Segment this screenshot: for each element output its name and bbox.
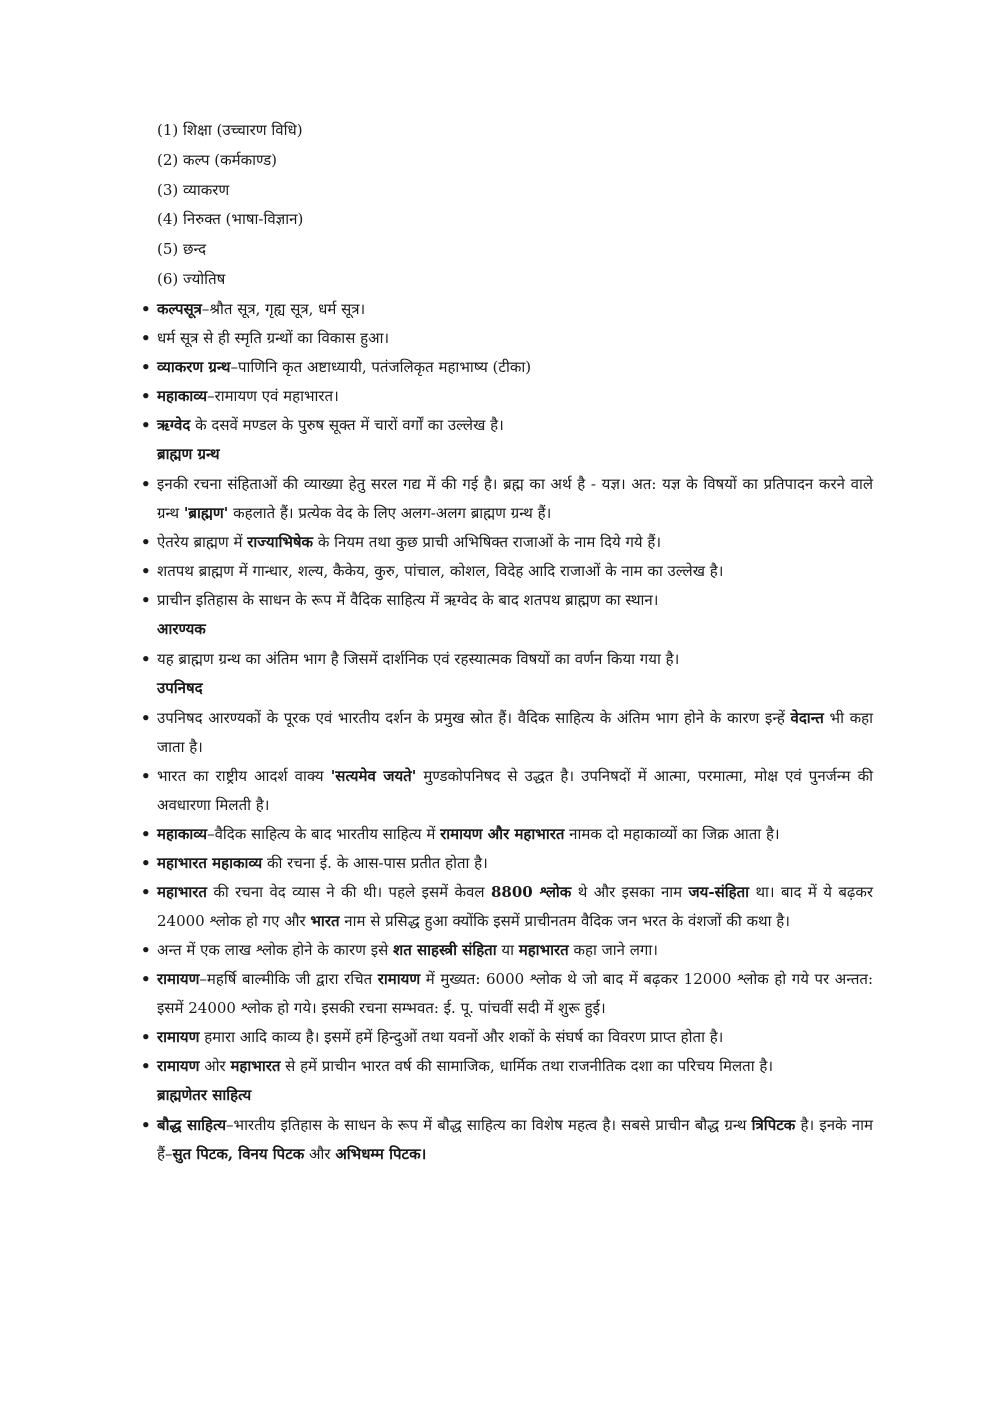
list-item: (3) व्याकरण [157,180,230,199]
bullet-text: की रचना वेद व्यास ने की थी। पहले इसमें केवल [206,882,491,901]
term: महाकाव्य [157,386,208,405]
bullet-text: यह ब्राह्मण ग्रन्थ का अंतिम भाग है जिसमें दार्शनिक एवं रहस्यात्मक विषयों का वर्णन किया गया है। [157,649,680,668]
bullet-text: मुण्डकोपनिषद से उद्धत है। उपनिषदों में आत्मा, परमात्मा, मोक्ष एवं पुनर्जन्म की अवधारणा मिलती है। [157,766,874,814]
term: रामायण और महाभारत [440,824,565,843]
bullet-icon: • [141,1056,151,1075]
bullet-text: में मुख्यत: 6000 श्लोक थे जो बाद में बढ़कर 12000 श्लोक हो गये पर अन्तत: इसमें 24000 श्लोक हो गये। इसकी रचना सम्भवत: ई. पू. पांचवीं सदी में शुरू हुई। [157,969,873,1017]
bullet-text: –भारतीय इतिहास के साधन के रूप में बौद्ध साहित्य का विशेष महत्व है। सबसे प्राचीन बौद्ध ग्रन्थ [226,1115,752,1134]
bullet-text: उपनिषद आरण्यकों के पूरक एवं भारतीय दर्शन के प्रमुख स्रोत हैं। वैदिक साहित्य के अंतिम भाग होने के कारण इन्हें [157,708,791,727]
list-item: (1) शिक्षा (उच्चारण विधि) [157,121,303,139]
term: ऋग्वेद [157,415,191,434]
list-item: (2) कल्प (कर्मकाण्ड) [157,150,278,169]
bullet-icon: • [141,561,151,580]
bullet-icon: • [141,1027,151,1046]
bullet-upanishad-1 [141,704,873,762]
term: व्याकरण ग्रन्थ [157,357,231,376]
bullet-text: और [304,1144,336,1163]
bullet-brahmana-2 [141,528,873,557]
bullet-text: ऐतरेय ब्राह्मण में [157,532,248,551]
bullet-text: ओर [199,1056,231,1075]
bullet-text: नामक दो महाकाव्यों का जिक्र आता है। [564,824,780,843]
bullet-brahmana-4 [141,586,873,615]
bullet-text: नाम से प्रसिद्ध हुआ क्योंकि इसमें प्राचीनतम वैदिक जन भरत के वंशजों की कथा है। [339,911,790,930]
term: महाभारत [157,882,207,901]
bullet-text: के दसवें मण्डल के पुरुष सूक्त में चारों वर्गों का उल्लेख है। [190,415,504,434]
bullet-text: शतपथ ब्राह्मण में गान्धार, शल्य, कैकेय, कुरु, पांचाल, कोशल, विदेह आदि राजाओं के नाम का उल्लेख है। [157,561,724,580]
bullet-kalpasutra [141,295,873,324]
term: राज्याभिषेक [247,532,314,551]
bullet-text: था। बाद में ये बढ़कर 24000 श्लोक हो गए और [157,882,873,930]
term: बौद्ध साहित्य [157,1115,227,1134]
bullet-upanishad-5 [141,878,873,936]
bullet-brahmana-3 [141,557,873,586]
bullet-upanishad-4 [141,849,873,878]
term: रामायण [377,969,421,988]
term: सुत पिटक, विनय पिटक [172,1144,305,1163]
bullet-icon: • [141,969,151,988]
bullet-text: थे और इसका नाम [571,882,689,901]
section-heading-aranyaka: आरण्यक [157,619,206,638]
term: महाभारत [518,940,569,959]
bullet-icon: • [141,299,151,318]
bullet-upanishad-7 [141,965,873,1023]
bullet-text: –रामायण एवं महाभारत। [207,386,339,405]
term: शत साहस्त्री संहिता [393,940,497,959]
section-heading-brahmanetar: ब्राह्मणेतर साहित्य [157,1085,252,1104]
term: त्रिपिटक [751,1115,796,1134]
bullet-text: भी कहा जाता है। [157,708,873,756]
term: 'ब्राह्मण' [183,503,229,522]
term: रामायण [157,1027,200,1046]
bullet-icon: • [141,824,151,843]
term: महाभारत महाकाव्य [157,853,263,872]
bullet-text: –वैदिक साहित्य के बाद भारतीय साहित्य में [207,824,441,843]
bullet-text: या [496,940,519,959]
bullet-icon: • [141,649,151,668]
bullet-text: से हमें प्राचीन भारत वर्ष की सामाजिक, धार्मिक तथा राजनीतिक दशा का परिचय मिलता है। [280,1056,774,1075]
list-item: (5) छन्द [157,240,207,259]
bullet-text: अन्त में एक लाख श्लोक होने के कारण इसे [157,940,393,959]
bullet-icon: • [141,532,151,551]
bullet-icon: • [141,590,151,609]
bullet-icon: • [141,940,151,959]
term: वेदान्त [790,708,824,727]
bullet-text: की रचना ई. के आस-पास प्रतीत होता है। [262,853,488,872]
bullet-icon: • [141,708,151,727]
bullet-mahakavya [141,382,873,411]
bullet-upanishad-9 [141,1052,873,1081]
bullet-vyakaran [141,353,873,382]
bullet-icon: • [141,882,151,901]
section-heading-upanishad: उपनिषद [157,678,203,697]
term: रामायण [157,969,200,988]
bullet-icon: • [141,386,151,405]
term: कल्पसूत्र [157,299,202,318]
bullet-upanishad-3 [141,820,873,849]
section-heading-brahmana: ब्राह्मण ग्रन्थ [157,444,220,463]
bullet-text: हमारा आदि काव्य है। इसमें हमें हिन्दुओं तथा यवनों और शकों के संघर्ष का विवरण प्राप्त होता है। [199,1027,724,1046]
bullet-bauddha [141,1111,873,1169]
bullet-upanishad-6 [141,936,873,965]
term: महाभारत [230,1056,281,1075]
term: 8800 श्लोक [490,882,572,901]
bullet-icon: • [141,415,151,434]
term: जय-संहिता [688,882,750,901]
bullet-upanishad-2 [141,762,873,820]
bullet-aranyaka-1 [141,645,873,674]
bullet-text: धर्म सूत्र से ही स्मृति ग्रन्थों का विकास हुआ। [157,328,390,347]
bullet-icon: • [141,853,151,872]
term: अभिधम्म पिटक। [335,1144,427,1163]
bullet-text: कहा जाने लगा। [568,940,658,959]
page-content [141,116,873,1169]
bullet-text: इनकी रचना संहिताओं की व्याख्या हेतु सरल गद्य में की गई है। ब्रह्म का अर्थ है - यज्ञ। अत: यज्ञ के विषयों का प्रतिपादन करने वाले ग्रन्थ [157,474,873,522]
bullet-rigveda [141,411,873,440]
bullet-text: प्राचीन इतिहास के साधन के रूप में वैदिक साहित्य में ऋग्वेद के बाद शतपथ ब्राह्मण का स्थान। [157,590,659,609]
bullet-text: –पाणिनि कृत अष्टाध्यायी, पतंजलिकृत महाभाष्य (टीका) [230,357,532,376]
term: रामायण [157,1056,200,1075]
bullet-icon: • [141,474,151,493]
bullet-brahmana-1 [141,470,873,528]
list-item: (4) निरुक्त (भाषा-विज्ञान) [157,210,304,229]
term: महाकाव्य [157,824,208,843]
bullet-text: है। इनके नाम हैं– [157,1115,873,1163]
bullet-icon: • [141,766,151,785]
vedanga-list [141,116,873,295]
term: भारत [310,911,340,930]
bullet-dharma-sutra [141,324,873,353]
bullet-icon: • [141,357,151,376]
list-item: (6) ज्योतिष [157,269,226,288]
bullet-upanishad-8 [141,1023,873,1052]
bullet-text: कहलाते हैं। प्रत्येक वेद के लिए अलग-अलग ब्राह्मण ग्रन्थ हैं। [228,503,552,522]
bullet-text: के नियम तथा कुछ प्राची अभिषिक्त राजाओं के नाम दिये गये हैं। [313,532,662,551]
bullet-icon: • [141,328,151,347]
term: 'सत्यमेव जयते' [330,766,417,785]
bullet-text: –महर्षि बाल्मीकि जी द्वारा रचित [199,969,378,988]
bullet-text: भारत का राष्ट्रीय आदर्श वाक्य [157,766,331,785]
bullet-icon: • [141,1115,151,1134]
bullet-text: –श्रौत सूत्र, गृह्य सूत्र, धर्म सूत्र। [201,299,366,318]
